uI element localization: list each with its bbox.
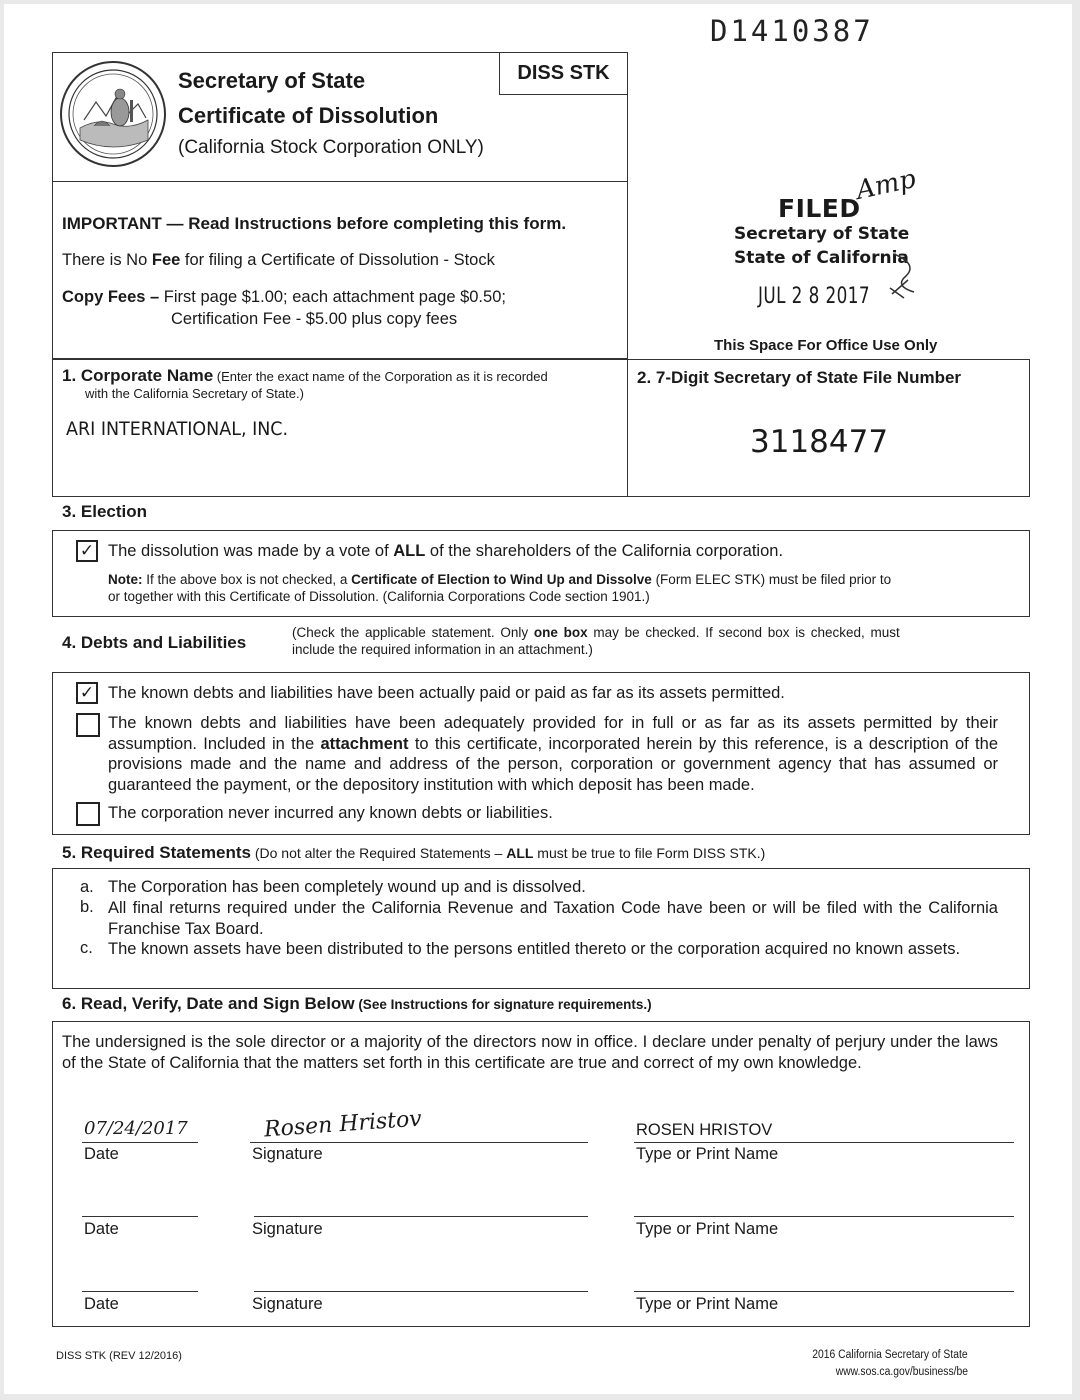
file-number-value: 3118477 [750,424,889,460]
filed-stamp-title: FILED [778,194,861,223]
section-1-title: 1. Corporate Name [62,366,214,385]
state-seal-icon [58,58,168,170]
copy-fees-line2: Certification Fee - $5.00 plus copy fees [171,310,458,328]
section-1-title-line [62,366,548,386]
document-page [4,4,1072,1394]
fee-pre: There is No [62,251,152,269]
fee-post: for filing a Certificate of Dissolution - Stock [180,251,495,269]
section-6-title-line [62,994,652,1014]
row2-name-label: Type or Print Name [636,1220,779,1238]
declaration-text: The undersigned is the sole director or a majority of the directors now in office. I declare under penalty of perjury under the laws of the State of California that the matters set forth in this certificate are true and correct of my own knowledge. [62,1033,998,1072]
debts-provided-post: to this certificate, incorporated herein by this reference, is a description of the provisions made and the name and address of the person, corporation or government agency that has assumed or guaranteed the payment, or the depository institution with which deposit has been made. [108,734,998,794]
section-4-hint-line1 [292,625,900,640]
header-title-2: Certificate of Dissolution [178,103,439,128]
row2-date-line [82,1216,198,1217]
row3-signature-line [254,1291,588,1292]
note-pre: If the above box is not checked, a [142,572,352,587]
section-4-hint-line2: include the required information in an attachment.) [292,642,593,657]
statement-b-label: b. [80,898,94,916]
filed-stamp-date: JUL 2 8 2017 [758,284,870,309]
row2-date-label: Date [84,1220,119,1238]
election-stmt-bold: ALL [393,542,426,560]
row1-signature-label: Signature [252,1145,323,1163]
row2-signature-line [254,1216,588,1217]
section-2-title: 2. 7-Digit Secretary of State File Number [637,368,962,387]
row3-date-label: Date [84,1295,119,1313]
section-6-title: 6. Read, Verify, Date and Sign Below [62,994,355,1013]
row3-signature-label: Signature [252,1295,323,1313]
no-debts-checkbox[interactable] [76,802,100,826]
footer-form-revision: DISS STK (REV 12/2016) [56,1350,182,1362]
header-subtitle: (California Stock Corporation ONLY) [178,137,484,158]
section-1-hint-1: (Enter the exact name of the Corporation as it is recorded [216,369,548,384]
section-4-hint-post: may be checked. If second box is checked, must [587,625,900,640]
instructions-box [52,181,628,359]
section-6-hint: (See Instructions for signature requirements.) [358,997,652,1012]
section-4-title: 4. Debts and Liabilities [62,633,247,652]
election-note-line1 [108,572,891,587]
section-4-hint-pre: (Check the applicable statement. Only [292,625,534,640]
debts-provided-text [108,713,998,795]
row1-date-line [82,1142,198,1143]
office-use-label: This Space For Office Use Only [714,337,938,354]
section-1-hint-2: with the California Secretary of State.) [85,386,304,401]
filed-stamp-line1: Secretary of State [734,224,910,244]
statement-b-text: All final returns required under the California Revenue and Taxation Code have been or will be filed with the California Franchise Tax Board. [108,899,998,938]
debts-provided-checkbox[interactable] [76,713,100,737]
section-4-hint-bold: one box [533,625,588,640]
corporate-name-value: ARI INTERNATIONAL, INC. [66,418,289,440]
note-bold: Certificate of Election to Wind Up and Dissolve [351,572,652,587]
row2-signature-label: Signature [252,1220,323,1238]
row1-name-value: ROSEN HRISTOV [636,1121,773,1139]
debts-provided-pre: The known debts and liabilities have been adequately provided for in full or as far as its assets permitted by their assumption. Included in the [108,714,998,753]
section-5-title-line [62,843,765,863]
footer-url: www.sos.ca.gov/business/be [835,1366,968,1378]
row3-date-line [82,1291,198,1292]
footer-copyright: 2016 California Secretary of State [812,1349,968,1361]
row2-name-line [634,1216,1014,1217]
election-checkbox[interactable]: ✓ [76,540,98,562]
section-3-title: 3. Election [62,502,148,521]
form-code: DISS STK [517,62,610,84]
section-5-title: 5. Required Statements [62,843,251,862]
row1-date-label: Date [84,1145,119,1163]
fee-bold: Fee [151,251,181,269]
note-post: (Form ELEC STK) must be filed prior to [651,572,892,587]
row1-signature-value: Rosen Hristov [263,1106,423,1143]
filed-scribble-icon [884,250,924,302]
election-note-line2: or together with this Certificate of Dissolution. (California Corporations Code section 1901.) [108,589,650,604]
important-notice: IMPORTANT — Read Instructions before completing this form. [62,214,567,233]
section-5-hint-pre: (Do not alter the Required Statements – [254,845,507,861]
statement-a-text: The Corporation has been completely wound up and is dissolved. [108,878,586,896]
debts-provided-bold: attachment [320,734,409,753]
copy-fees-line1 [62,288,506,307]
election-stmt-pre: The dissolution was made by a vote of [108,542,394,560]
filed-stamp-line2: State of California [734,248,909,268]
election-stmt-post: of the shareholders of the California corporation. [425,542,784,560]
row1-date-value: 07/24/2017 [84,1118,188,1139]
filed-initials: Amp [853,164,919,206]
copy-fees-text: First page $1.00; each attachment page $0.50; [159,288,506,306]
debts-paid-text: The known debts and liabilities have been actually paid or paid as far as its assets permitted. [108,684,785,702]
document-number: D1410387 [710,14,874,48]
debts-paid-checkbox[interactable]: ✓ [76,682,98,704]
section-5-hint-bold: ALL [506,845,534,861]
statement-c-label: c. [80,939,93,957]
note-label: Note: [108,572,143,587]
fee-notice [62,251,495,270]
row1-name-line [634,1142,1014,1143]
election-statement [108,542,783,561]
section-5-hint-post: must be true to file Form DISS STK.) [533,845,766,861]
header-title-1: Secretary of State [178,68,366,93]
statement-a-label: a. [80,878,94,896]
copy-fees-label: Copy Fees – [62,288,160,306]
row3-name-label: Type or Print Name [636,1295,779,1313]
row3-name-line [634,1291,1014,1292]
statement-c-text: The known assets have been distributed to the persons entitled thereto or the corporation acquired no known assets. [108,940,961,958]
no-debts-text: The corporation never incurred any known debts or liabilities. [108,804,553,822]
row1-signature-line [250,1142,588,1143]
row1-name-label: Type or Print Name [636,1145,779,1163]
